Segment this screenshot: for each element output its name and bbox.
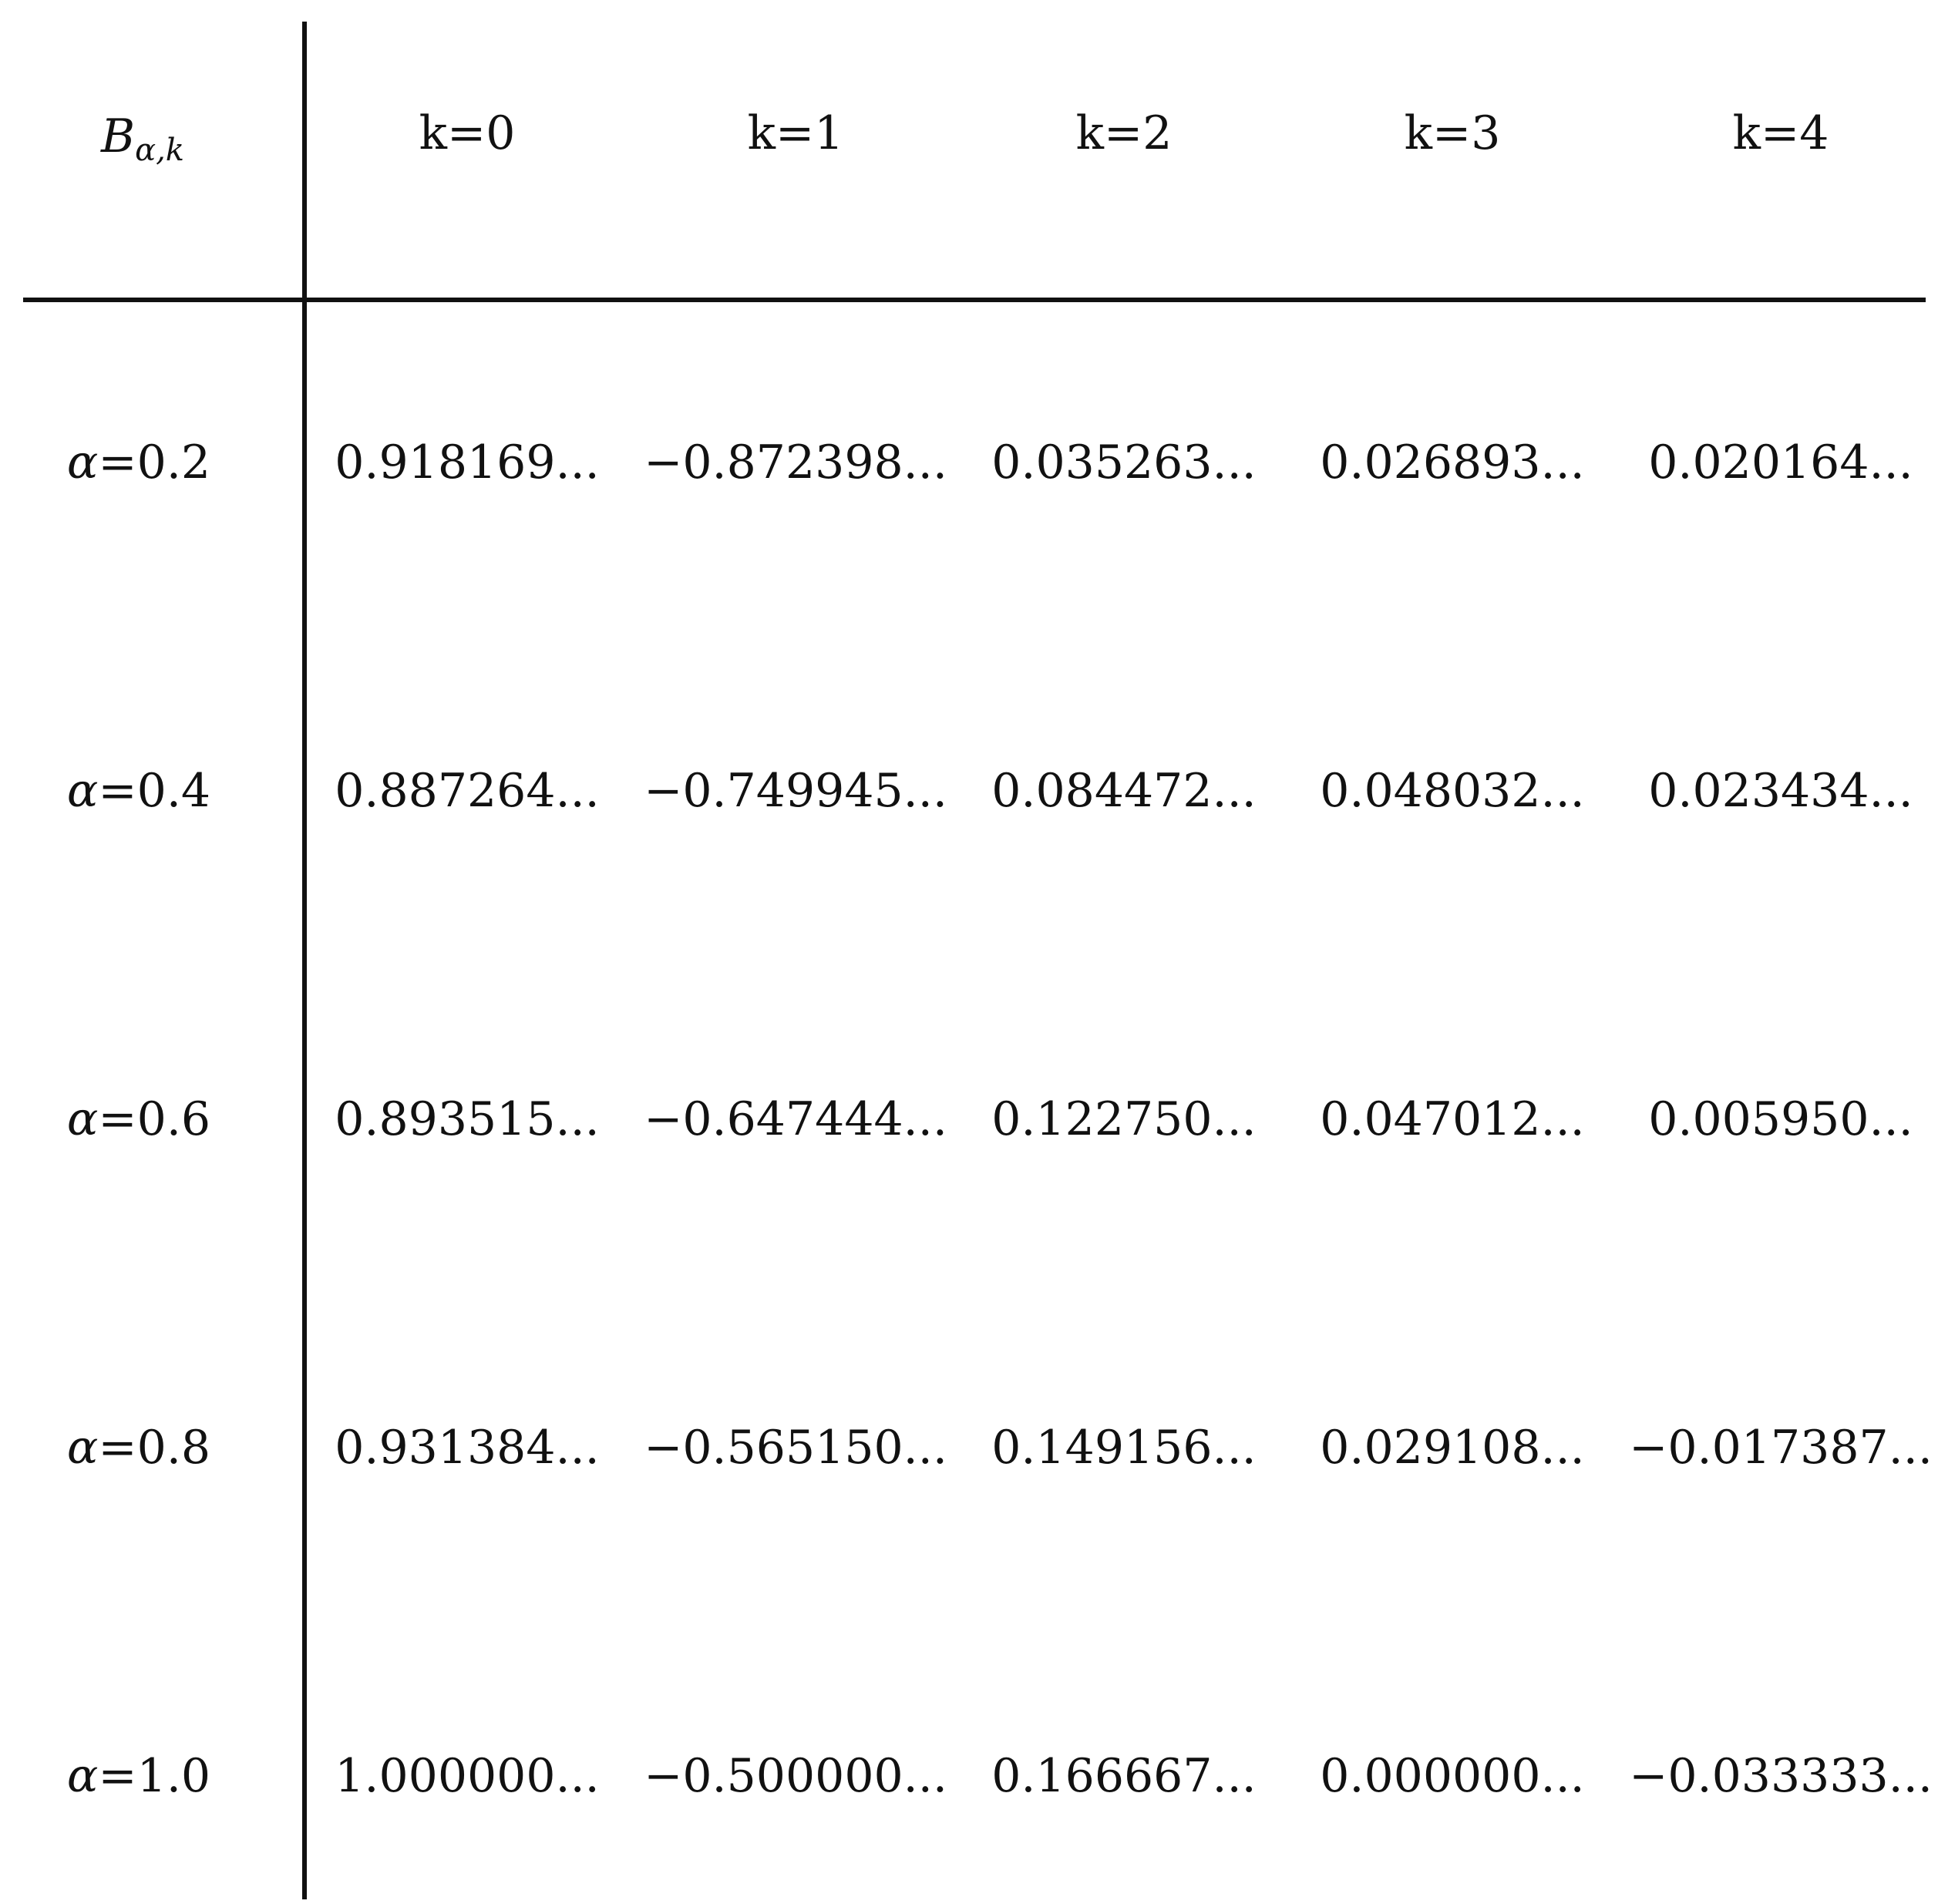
alpha-value: =1.0 (98, 1749, 211, 1803)
table-cell: −0.017387... (1629, 1421, 1933, 1475)
alpha-symbol: α (66, 764, 99, 818)
column-header: k=4 (1732, 106, 1829, 160)
row-label (23, 1409, 254, 1486)
table-cell: 0.047012... (1320, 1092, 1585, 1146)
table-cell: −0.500000... (644, 1749, 947, 1803)
table-cell: 0.048032... (1320, 764, 1585, 818)
row-label (23, 1737, 254, 1815)
table-cell: −0.872398... (644, 436, 947, 489)
table-cell: −0.749945... (644, 764, 947, 818)
column-header: k=3 (1404, 106, 1501, 160)
row-label (23, 752, 254, 829)
table-corner-label (27, 98, 258, 175)
alpha-symbol: α (66, 436, 99, 489)
table-cell: 0.893515... (335, 1092, 600, 1146)
table-cell: 0.918169... (335, 436, 600, 489)
table-cell: −0.565150... (644, 1421, 947, 1475)
table-cell: 0.887264... (335, 764, 600, 818)
alpha-symbol: α (66, 1421, 99, 1475)
alpha-value: =0.6 (98, 1092, 211, 1146)
table-cell: 0.084472... (991, 764, 1257, 818)
alpha-value: =0.8 (98, 1421, 211, 1475)
table-cell: 0.931384... (335, 1421, 600, 1475)
table-cell: 0.020164... (1648, 436, 1913, 489)
header-rule (23, 298, 1926, 302)
table-cell: −0.647444... (644, 1092, 947, 1146)
corner-symbol: B (100, 109, 136, 163)
row-label (23, 424, 254, 501)
table-cell: 0.029108... (1320, 1421, 1585, 1475)
table-cell: 1.000000... (335, 1749, 600, 1803)
table-cell: 0.000000... (1320, 1749, 1585, 1803)
vertical-rule (302, 22, 307, 1899)
alpha-symbol: α (66, 1749, 99, 1803)
alpha-symbol: α (66, 1092, 99, 1146)
alpha-value: =0.4 (98, 764, 211, 818)
column-header: k=2 (1075, 106, 1173, 160)
column-header: k=0 (419, 106, 516, 160)
table-cell: 0.005950... (1648, 1092, 1913, 1146)
corner-subscript: α,k (135, 133, 185, 168)
table-cell: 0.035263... (991, 436, 1257, 489)
table-cell: 0.122750... (991, 1092, 1257, 1146)
table-cell: 0.026893... (1320, 436, 1585, 489)
table-cell: 0.166667... (991, 1749, 1257, 1803)
row-label (23, 1081, 254, 1158)
table-cell: 0.149156... (991, 1421, 1257, 1475)
alpha-value: =0.2 (98, 436, 211, 489)
column-header: k=1 (747, 106, 844, 160)
table-cell: 0.023434... (1648, 764, 1913, 818)
table-cell: −0.033333... (1629, 1749, 1933, 1803)
